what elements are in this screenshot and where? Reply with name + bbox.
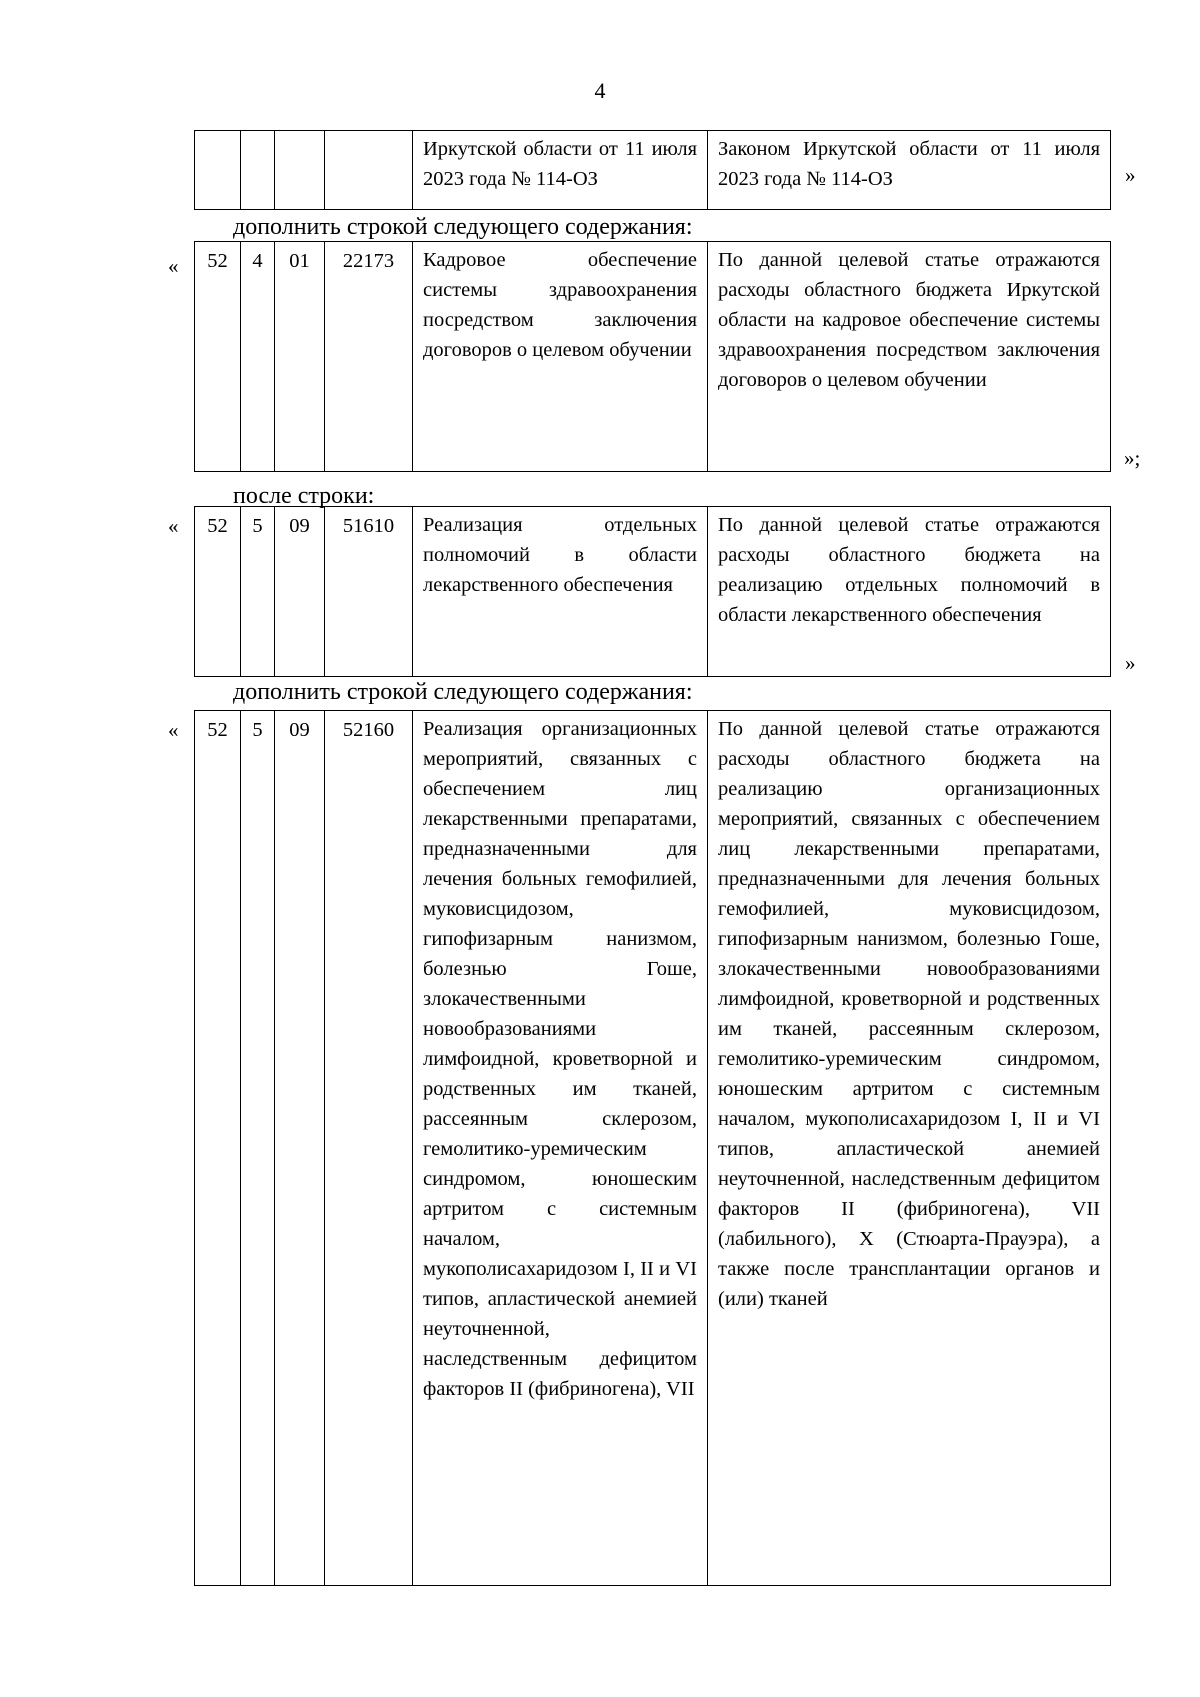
budget-table-52160 [194, 710, 1111, 1586]
page-number: 4 [594, 78, 606, 103]
description-text: По данной целевой статье отражаются расходы областного бюджета на реализацию организационных мероприятий, связанных с обеспечением лиц лекарственными препаратами, предназначенными для лечения больных гемофилией, муковисцидозом, гипофизарным нанизмом, болезнью Гоше, злокачественными новообразованиями лимфоидной, кроветворной и родственных им тканей, рассеянным склерозом, гемолитико-уремическим синдромом, юношеским артритом с системным началом, мукополисахаридозом I, II и VI типов, апластической анемией неуточненной, наследственным дефицитом факторов II (фибриногена), VII (лабильного), X (Стюарта-Прауэра), а также после трансплантации органов и (или) тканей [718, 718, 1100, 1310]
description-cell [708, 507, 1111, 677]
name-cell [413, 242, 708, 472]
instruction-text: дополнить строкой следующего содержания: [233, 679, 693, 705]
budget-table-fragment [194, 130, 1111, 210]
code-cell-2: 5 [241, 711, 275, 1586]
code-cell-1: 52 [195, 711, 241, 1586]
description-text: Законом Иркутской области от 11 июля 2023 года № 114-ОЗ [718, 138, 1100, 190]
code-cell-4: 51610 [325, 507, 413, 677]
description-cell [708, 242, 1111, 472]
instruction-text: дополнить строкой следующего содержания: [233, 214, 693, 240]
opening-quote: « [168, 514, 179, 538]
name-cell [413, 507, 708, 677]
code-cell-4: 52160 [325, 711, 413, 1586]
code-cell-4: 22173 [325, 242, 413, 472]
budget-table-51610 [194, 506, 1111, 677]
table-row [195, 711, 1111, 1586]
opening-quote: « [168, 718, 179, 742]
code-cell-2: 4 [241, 242, 275, 472]
code-cell-3: 09 [275, 711, 325, 1586]
code-cell-2: 5 [241, 507, 275, 677]
name-text: Иркутской области от 11 июля 2023 года № 114-ОЗ [423, 138, 697, 190]
code-cell-4 [325, 131, 413, 210]
description-text: По данной целевой статье отражаются расходы областного бюджета на реализацию отдельных полномочий в области лекарственного обеспечения [718, 514, 1100, 626]
code-cell-3 [275, 131, 325, 210]
code-cell-1 [195, 131, 241, 210]
budget-table-22173 [194, 241, 1111, 472]
closing-quote: » [1125, 651, 1136, 675]
description-cell [708, 131, 1111, 210]
code-cell-3: 09 [275, 507, 325, 677]
code-cell-3: 01 [275, 242, 325, 472]
name-text: Кадровое обеспечение системы здравоохранения посредством заключения договоров о целевом обучении [423, 249, 697, 361]
code-cell-1: 52 [195, 507, 241, 677]
name-cell [413, 131, 708, 210]
opening-quote: « [168, 254, 179, 278]
code-cell-1: 52 [195, 242, 241, 472]
code-cell-2 [241, 131, 275, 210]
instruction-text: после строки: [233, 483, 375, 509]
name-text: Реализация организационных мероприятий, связанных с обеспечением лиц лекарственными препаратами, предназначенными для лечения больных гемофилией, муковисцидозом, гипофизарным нанизмом, болезнью Гоше, злокачественными новообразованиями лимфоидной, кроветворной и родственных им тканей, рассеянным склерозом, гемолитико-уремическим синдромом, юношеским артритом с системным началом, мукополисахаридозом I, II и VI типов, апластической анемией неуточненной, наследственным дефицитом факторов II (фибриногена), VII [423, 718, 697, 1400]
table-row [195, 131, 1111, 210]
description-text: По данной целевой статье отражаются расходы областного бюджета Иркутской области на кадровое обеспечение системы здравоохранения посредством заключения договоров о целевом обучении [718, 249, 1100, 391]
name-text: Реализация отдельных полномочий в области лекарственного обеспечения [423, 514, 697, 596]
name-cell [413, 711, 708, 1586]
table-row [195, 242, 1111, 472]
description-cell [708, 711, 1111, 1586]
table-row [195, 507, 1111, 677]
closing-quote: »; [1124, 446, 1141, 470]
closing-quote: » [1125, 163, 1136, 187]
